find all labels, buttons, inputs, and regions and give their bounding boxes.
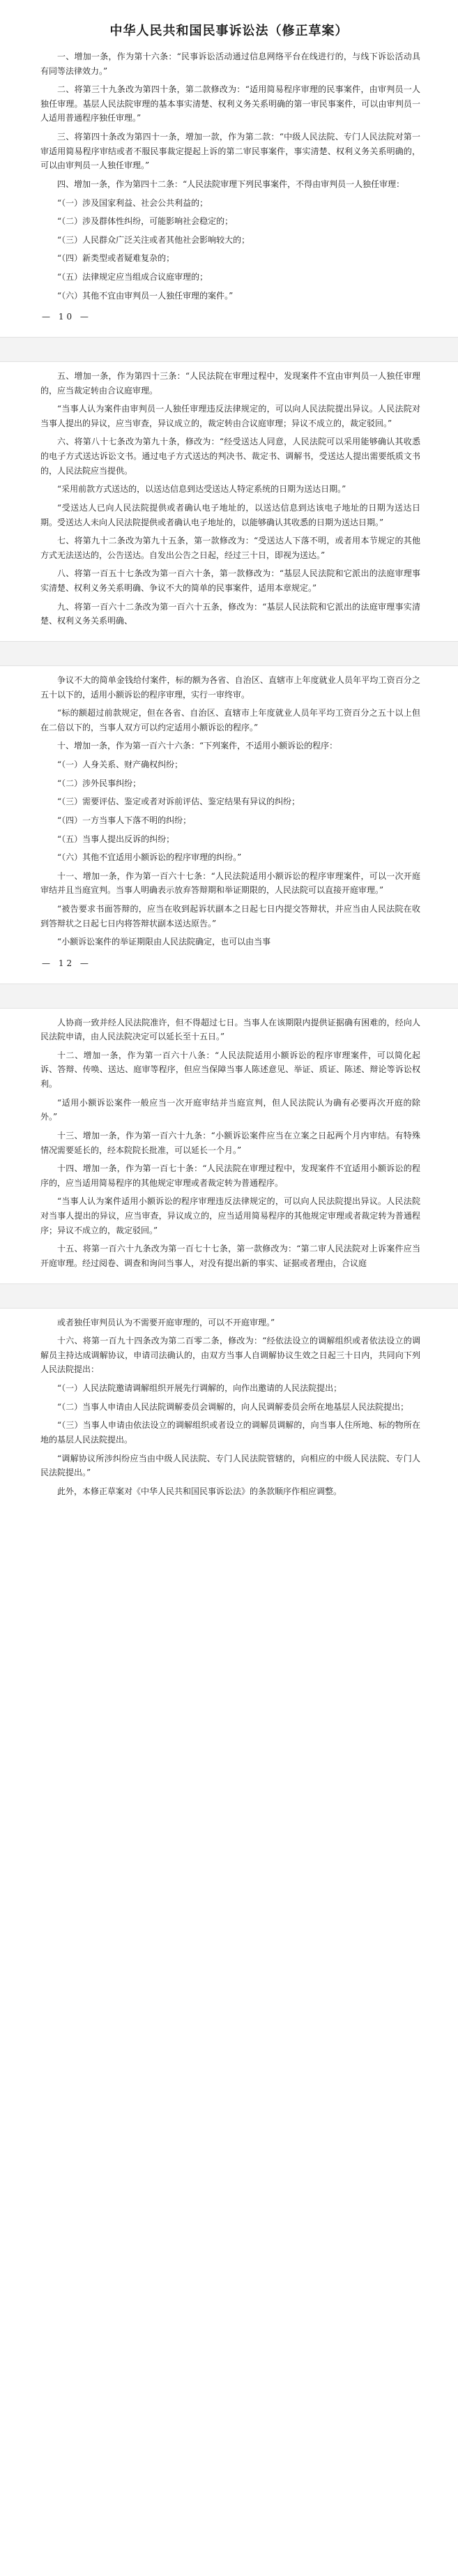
paragraph: 十三、增加一条，作为第一百六十九条：“小额诉讼案件应当在立案之日起两个月内审结。有特殊情况需要延长的，经本院院长批准，可以延长一个月。” bbox=[40, 1130, 420, 1155]
paragraph: “受送达人已向人民法院提供或者确认电子地址的，以送达信息到达该电子地址的日期为送达日期。受送达人未向人民法院提供或者确认电子地址的，以能够确认其收悉的日期为送达日期。” bbox=[40, 502, 420, 527]
page-section-3 bbox=[0, 673, 458, 949]
paragraph: 十五、将第一百六十九条改为第一百七十七条，第一款修改为：“第二审人民法院对上诉案件应当开庭审理。经过阅卷、调查和询问当事人，对没有提出新的事实、证据或者理由，合议庭 bbox=[40, 1244, 420, 1268]
document-title: 中华人民共和国民事诉讼法（修正草案） bbox=[109, 24, 349, 38]
paragraph: 十、增加一条，作为第一百六十六条：“下列案件，不适用小额诉讼的程序： bbox=[57, 741, 338, 751]
paragraph: “（四）新类型或者疑难复杂的； bbox=[57, 253, 175, 264]
paragraph: 十四、增加一条，作为第一百七十条：“人民法院在审理过程中，发现案件不宜适用小额诉讼的程序的，应当适用简易程序的其他规定审理或者裁定转为普通程序。 bbox=[40, 1163, 420, 1188]
page-divider bbox=[0, 641, 458, 666]
paragraph: 五、增加一条，作为第四十三条：“人民法院在审理过程中，发现案件不宜由审判员一人独任审理的，应当裁定转由合议庭审理。 bbox=[40, 370, 420, 396]
paragraph: “（三）需要评估、鉴定或者对诉前评估、鉴定结果有异议的纠纷； bbox=[57, 797, 300, 807]
page-divider bbox=[0, 337, 458, 362]
paragraph: “（一）涉及国家利益、社会公共利益的； bbox=[57, 197, 208, 208]
page-number: — 12 — bbox=[42, 958, 91, 968]
paragraph: “（二）涉及群体性纠纷，可能影响社会稳定的； bbox=[57, 216, 234, 227]
page-section-4 bbox=[0, 1016, 458, 1271]
paragraph: 八、将第一百五十七条改为第一百六十条，第一款修改为：“基层人民法院和它派出的法庭审理事实清楚、权利义务关系明确、争议不大的简单的民事案件，适用本章规定。” bbox=[40, 568, 420, 594]
page-section-2 bbox=[0, 369, 458, 628]
page-section-5 bbox=[0, 1316, 458, 1499]
paragraph: 十二、增加一条，作为第一百六十八条：“人民法院适用小额诉讼的程序审理案件，可以简化起诉、答辩、传唤、送达、庭审等程序，但应当保障当事人陈述意见、举证、质证、陈述、辩论等诉讼权利。 bbox=[40, 1050, 420, 1090]
paragraph: 二、将第三十九条改为第四十条，第二款修改为：“适用简易程序审理的民事案件，由审判员一人独任审理。基层人民法院审理的基本事实清楚、权利义务关系明确的第一审民事案件，可以由审判员一人适用普通程序独任审理。” bbox=[40, 84, 420, 123]
paragraph: “当事人认为案件由审判员一人独任审理违反法律规定的，可以向人民法院提出异议。人民法院对当事人提出的异议，应当审查，异议成立的，裁定转由合议庭审理；异议不成立的，裁定驳回。” bbox=[40, 404, 420, 428]
paragraph: 或者独任审判员认为不需要开庭审理的，可以不开庭审理。” bbox=[57, 1317, 275, 1327]
paragraph: “（三）人民群众广泛关注或者其他社会影响较大的； bbox=[57, 234, 250, 245]
paragraph: “（一）人民法院邀请调解组织开展先行调解的，向作出邀请的人民法院提出； bbox=[57, 1383, 342, 1394]
paragraph: “小额诉讼案件的举证期限由人民法院确定，也可以由当事 bbox=[57, 937, 271, 947]
paragraph: 此外，本修正草案对《中华人民共和国民事诉讼法》的条款顺序作相应调整。 bbox=[57, 1486, 342, 1496]
paragraph: “（六）其他不宜由审判员一人独任审理的案件。” bbox=[57, 290, 234, 301]
paragraph: 三、将第四十条改为第四十一条，增加一款，作为第二款：“中级人民法院、专门人民法院对第一审适用简易程序审结或者不服民事裁定提起上诉的第二审民事案件，事实清楚、权利义务关系明确的，可以由审判员一人独任审理。” bbox=[40, 132, 420, 171]
paragraph: 九、将第一百六十二条改为第一百六十五条，修改为：“基层人民法院和它派出的法庭审理事实清楚、权利义务关系明确、 bbox=[40, 601, 420, 626]
paragraph: “（二）涉外民事纠纷； bbox=[57, 778, 142, 788]
paragraph: “调解协议所涉纠纷应当由中级人民法院、专门人民法院管辖的，向相应的中级人民法院、专门人民法院提出。” bbox=[40, 1453, 420, 1478]
paragraph: 六、将第八十七条改为第九十条，修改为：“经受送达人同意，人民法院可以采用能够确认其收悉的电子方式送达诉讼文书。通过电子方式送达的判决书、裁定书、调解书，受送达人提出需要纸质文书的，人民法院应当提供。 bbox=[40, 437, 420, 476]
page-divider bbox=[0, 1283, 458, 1309]
paragraph: 一、增加一条，作为第十六条：“民事诉讼活动通过信息网络平台在线进行的，与线下诉讼活动具有同等法律效力。” bbox=[40, 51, 420, 76]
paragraph: “被告要求书面答辩的，应当在收到起诉状副本之日起七日内提交答辩状，并应当由人民法院在收到答辩状之日起七日内将答辩状副本送达原告。” bbox=[40, 904, 420, 928]
paragraph: “当事人认为案件适用小额诉讼的程序审理违反法律规定的，可以向人民法院提出异议。人民法院对当事人提出的异议，应当审查，异议成立的，应当适用简易程序的其他规定审理或者裁定转为普通程序；异议不成立的，裁定驳回。” bbox=[40, 1196, 420, 1235]
paragraph: “（四）一方当事人下落不明的纠纷； bbox=[57, 815, 192, 825]
paragraph: 七、将第九十二条改为第九十五条，第一款修改为：“受送达人下落不明，或者用本节规定的其他方式无法送达的，公告送达。自发出公告之日起，经过三十日，即视为送达。” bbox=[40, 536, 420, 560]
page-section-1 bbox=[0, 50, 458, 303]
paragraph: 人协商一致并经人民法院准许，但不得超过七日。当事人在该期限内提供证据确有困难的，经向人民法院申请，由人民法院决定可以延长至十五日。” bbox=[40, 1017, 420, 1042]
paragraph: “（五）当事人提出反诉的纠纷； bbox=[57, 834, 175, 844]
paragraph: “（六）其他不宜适用小额诉讼的程序审理的纠纷。” bbox=[57, 852, 242, 863]
paragraph: “（三）当事人申请由依法设立的调解组织或者设立的调解员调解的，向当事人住所地、标的物所在地的基层人民法院提出。 bbox=[40, 1420, 420, 1445]
paragraph: 十一、增加一条，作为第一百六十七条：“人民法院适用小额诉讼的程序审理案件，可以一次开庭审结并且当庭宣判。当事人明确表示放弃答辩期和举证期限的，人民法院可以直接开庭审理。” bbox=[40, 871, 420, 896]
paragraph: “适用小额诉讼案件一般应当一次开庭审结并当庭宣判，但人民法院认为确有必要再次开庭的除外。” bbox=[40, 1097, 420, 1122]
paragraph: 争议不大的简单金钱给付案件，标的额为各省、自治区、直辖市上年度就业人员年平均工资百分之五十以下的，适用小额诉讼的程序审理，实行一审终审。 bbox=[40, 675, 420, 700]
page-divider bbox=[0, 984, 458, 1009]
paragraph: 四、增加一条，作为第四十二条：“人民法院审理下列民事案件，不得由审判员一人独任审理： bbox=[57, 179, 405, 189]
paragraph: “（五）法律规定应当组成合议庭审理的； bbox=[57, 272, 208, 283]
paragraph: “标的额超过前款规定，但在各省、自治区、直辖市上年度就业人员年平均工资百分之五十以上但在二倍以下的，当事人双方可以约定适用小额诉讼的程序。” bbox=[40, 708, 420, 732]
paragraph: “（二）当事人申请由人民法院调解委员会调解的，向人民调解委员会所在地基层人民法院提出； bbox=[57, 1401, 409, 1412]
paragraph: “采用前款方式送达的，以送达信息到达受送达人特定系统的日期为送达日期。” bbox=[57, 484, 346, 495]
paragraph: 十六、将第一百九十四条改为第二百零二条，修改为：“经依法设立的调解组织或者依法设立的调解员主持达成调解协议，申请司法确认的，由双方当事人自调解协议生效之日起三十日内，共同向下列人民法院提出： bbox=[40, 1336, 420, 1375]
paragraph: “（一）人身关系、财产确权纠纷； bbox=[57, 760, 183, 770]
page-number: — 10 — bbox=[42, 312, 91, 322]
